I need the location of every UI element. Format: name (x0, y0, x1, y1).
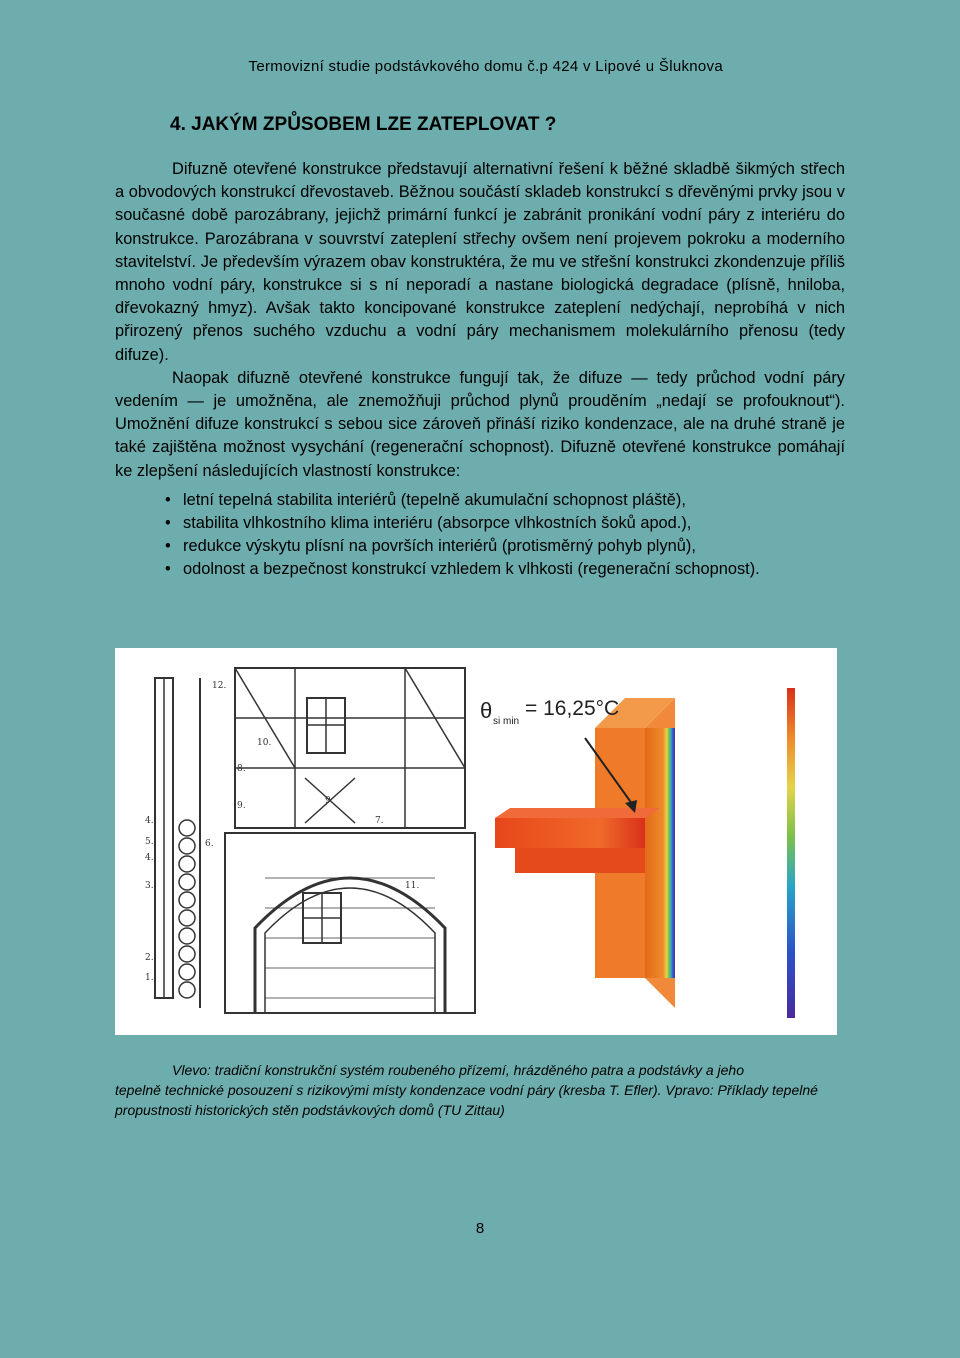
sketch-mark: 2. (145, 953, 154, 963)
log-ends (179, 820, 195, 998)
running-title: Termovizní studie podstávkového domu č.p 424 v Lipové u Šluknova (248, 58, 723, 75)
caption-line-1: Vlevo: tradiční konstrukční systém roubeného přízemí, hrázděného patra a podstávky a jeho (172, 1062, 744, 1078)
sketch-mark: 10. (257, 738, 272, 748)
sketch-mark: 12. (212, 681, 227, 691)
body-text (115, 158, 845, 582)
color-scale (787, 688, 795, 1018)
sketch-mark: 1. (145, 973, 154, 983)
sketch-mark: 4. (145, 853, 154, 863)
sketch-mark: 9. (237, 801, 246, 811)
sketch-mark: 8. (237, 764, 246, 774)
theta-subscript: si min (493, 716, 520, 727)
list-item: • letní tepelná stabilita interiérů (tepelně akumulační schopnost pláště), (165, 489, 845, 512)
thermal-label (480, 697, 619, 727)
thermal-simulation (495, 688, 795, 1018)
sketch-mark: 7. (375, 816, 384, 826)
section-heading: 4. JAKÝM ZPŮSOBEM LZE ZATEPLOVAT ? (170, 114, 557, 135)
figure-svg (115, 648, 837, 1035)
bullet-list (115, 489, 845, 582)
sketch-mark: 5. (145, 837, 154, 847)
paragraph-2: Naopak difuzně otevřené konstrukce fungují tak, že difuze — tedy průchod vodní páry vedením — je umožněna, ale znemožňuji průchod plynů prouděním „nedají se profouknout“). Umožnění difuze konstrukcí s sebou sice zároveň přináší riziko kondenzace, ale na druhé straně je také zajištěna možnost vysychání (regenerační schopnost). Difuzně otevřené konstrukce pomáhají ke zlepšení následujících vlastností konstrukce: (115, 368, 845, 480)
paragraph-1: Difuzně otevřené konstrukce představují alternativní řešení k běžné skladbě šikmých střech a obvodových konstrukcí dřevostaveb. Běžnou součástí skladeb konstrukcí s dřevěnými prvky jsou v současné době parozábrany, jejichž primární funkcí je zabránit pronikání vodní páry z interiéru do konstrukce. Parozábrana v souvrství zateplení střechy ovšem není projevem pokroku a moderního stavitelství. Je především výrazem obav konstruktéra, že mu ve střešní konstrukci zkondenzuje příliš mnoho vodní páry, konstrukce si s ní neporadí a nastane biologická degradace (plísně, hniloba, dřevokazný hmyz). Avšak takto koncipované konstrukce zateplení nedýchají, neprobíhá v nich přirozený přenos suchého vzduchu a vodní páry mechanismem molekulárního přenosu (tedy difuze). (115, 160, 845, 364)
theta-value: = 16,25°C (525, 697, 620, 720)
figure (115, 648, 837, 1035)
sketch-mark: 11. (405, 881, 420, 891)
sketch-mark: 9. (325, 796, 334, 806)
theta-symbol: θ (480, 698, 493, 723)
sketch-mark: 6. (205, 839, 214, 849)
sketch-mark: 3. (145, 881, 154, 891)
list-item: • redukce výskytu plísní na površích interiérů (protisměrný pohyb plynů), (165, 535, 845, 558)
list-item: • stabilita vlhkostního klima interiéru (absorpce vlhkostních šoků apod.), (165, 512, 845, 535)
figure-caption (115, 1060, 845, 1120)
running-header (0, 58, 960, 75)
caption-rest: tepelně technické posouzení s rizikovými místy kondenzace vodní páry (kresba T. Efler). Vpravo: Příklady tepelné propustnosti historických stěn podstávkových domů (TU Zittau) (115, 1082, 818, 1118)
page-number: 8 (475, 1220, 485, 1237)
sketch-mark: 4. (145, 816, 154, 826)
list-item: • odolnost a bezpečnost konstrukcí vzhledem k vlhkosti (regenerační schopnost). (165, 558, 845, 581)
house-sketch (155, 668, 475, 1013)
